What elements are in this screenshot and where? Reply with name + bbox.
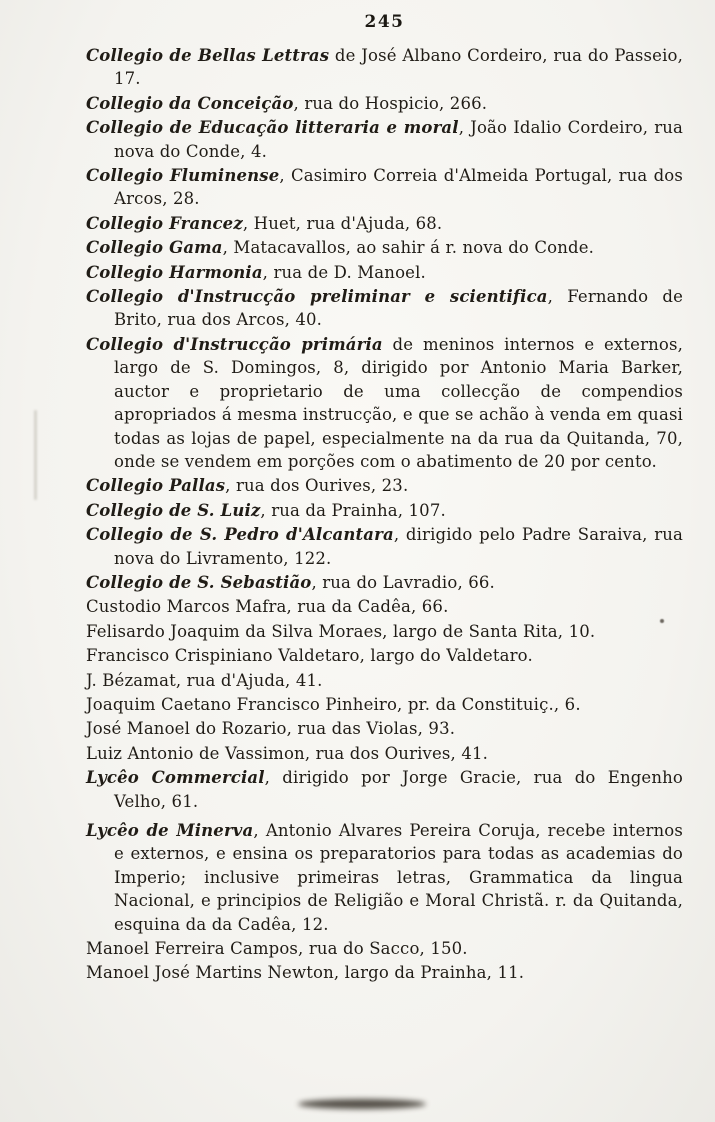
directory-entry (86, 571, 683, 594)
directory-entry (86, 44, 683, 91)
entry-rest: , Fernando de Brito, rua dos Arcos, 40. (114, 287, 683, 330)
page-number: 245 (364, 12, 405, 32)
entry-lead: Collegio Fluminense (86, 166, 280, 186)
entry-rest: , Antonio Alvares Pereira Coruja, recebe internos e externos, e ensina os preparatorios para todas as academias do Imperio; inclusive primeiras letras, Grammatica da lingua Nacional, e principios de Religião e Moral Christã. r. da Quitanda, esquina da da Cadêa, 12. (114, 821, 683, 934)
entry-rest: , Huet, rua d'Ajuda, 68. (242, 213, 443, 233)
entry-rest: José Manoel do Rozario, rua das Violas, 93. (86, 719, 456, 739)
entry-rest: Joaquim Caetano Francisco Pinheiro, pr. da Constituiç., 6. (86, 694, 581, 714)
entry-rest: , João Idalio Cordeiro, rua nova do Conde, 4. (114, 118, 684, 161)
entry-lead: Lycêo de Minerva (86, 821, 254, 840)
ink-speck (660, 619, 664, 623)
directory-entry (86, 116, 683, 163)
entry-lead: Collegio de Bellas Lettras (86, 46, 330, 65)
entry-rest: , dirigido por Jorge Gracie, rua do Engenho Velho, 61. (114, 768, 683, 811)
entry-lead: Collegio Francez (86, 213, 243, 233)
directory-entry (86, 595, 683, 618)
scan-edge-mark (34, 410, 37, 500)
entry-rest: , rua do Lavradio, 66. (311, 572, 495, 592)
directory-entry (86, 523, 683, 570)
entry-lead: Collegio de S. Sebastião (86, 572, 312, 592)
entry-list (86, 44, 683, 985)
entry-rest: , dirigido pelo Padre Saraiva, rua nova do Livramento, 122. (114, 525, 684, 568)
entry-rest: Felisardo Joaquim da Silva Moraes, largo de Santa Rita, 10. (86, 621, 596, 641)
directory-entry (86, 693, 683, 716)
directory-entry (86, 285, 683, 332)
entry-rest: Manoel Ferreira Campos, rua do Sacco, 150. (86, 939, 468, 959)
directory-entry (86, 717, 683, 740)
entry-lead: Collegio d'Instrucção preliminar e scientifica (86, 287, 548, 307)
directory-entry (86, 669, 683, 692)
entry-rest: , rua de D. Manoel. (262, 262, 426, 282)
directory-entry (86, 644, 683, 667)
directory-entry (86, 474, 683, 497)
entry-rest: J. Bézamat, rua d'Ajuda, 41. (86, 670, 323, 690)
directory-entry (86, 333, 683, 473)
entry-rest: , rua do Hospicio, 266. (293, 93, 488, 113)
directory-entry (86, 164, 683, 211)
entry-lead: Lycêo Commercial (86, 768, 265, 788)
entry-rest: Manoel José Martins Newton, largo da Prainha, 11. (86, 963, 525, 983)
entry-rest: , rua da Prainha, 107. (260, 500, 446, 520)
entry-rest: Custodio Marcos Mafra, rua da Cadêa, 66. (86, 597, 449, 617)
directory-entry (86, 742, 683, 765)
entry-lead: Collegio de S. Pedro d'Alcantara (86, 525, 394, 545)
directory-entry (86, 961, 683, 984)
directory-entry (86, 212, 683, 235)
directory-entry (86, 499, 683, 522)
directory-entry (86, 819, 683, 936)
directory-entry (86, 620, 683, 643)
directory-entry (86, 261, 683, 284)
directory-entry (86, 92, 683, 115)
entry-rest: , Matacavallos, ao sahir á r. nova do Conde. (222, 238, 595, 258)
entry-rest: Luiz Antonio de Vassimon, rua dos Ourives, 41. (86, 743, 489, 763)
entry-lead: Collegio Gama (86, 238, 223, 258)
entry-lead: Collegio de S. Luiz (86, 500, 261, 520)
entry-lead: Collegio Pallas (86, 476, 226, 496)
entry-lead: Collegio Harmonia (86, 262, 263, 282)
entry-rest: de José Albano Cordeiro, rua do Passeio, 17. (114, 46, 683, 89)
directory-entry (86, 236, 683, 259)
entry-lead: Collegio da Conceição (86, 93, 294, 113)
entry-lead: Collegio d'Instrucção primária (86, 334, 383, 354)
entry-rest: de meninos internos e externos, largo de S. Domingos, 8, dirigido por Antonio Maria Barker, auctor e proprietario de uma collecção de compendios apropriados á mesma instrucção, e que se achão à venda em quasi todas as lojas de papel, especialmente na da rua da Quitanda, 70, onde se vendem em porções com o abatimento de 20 por cento. (114, 334, 683, 471)
entry-lead: Collegio de Educação litteraria e moral (86, 118, 459, 138)
ink-smudge (298, 1099, 426, 1109)
directory-entry (86, 766, 683, 813)
entry-rest: , rua dos Ourives, 23. (225, 476, 409, 496)
entry-rest: Francisco Crispiniano Valdetaro, largo do Valdetaro. (86, 646, 533, 666)
directory-entry (86, 937, 683, 960)
entry-rest: , Casimiro Correia d'Almeida Portugal, rua dos Arcos, 28. (114, 166, 684, 209)
